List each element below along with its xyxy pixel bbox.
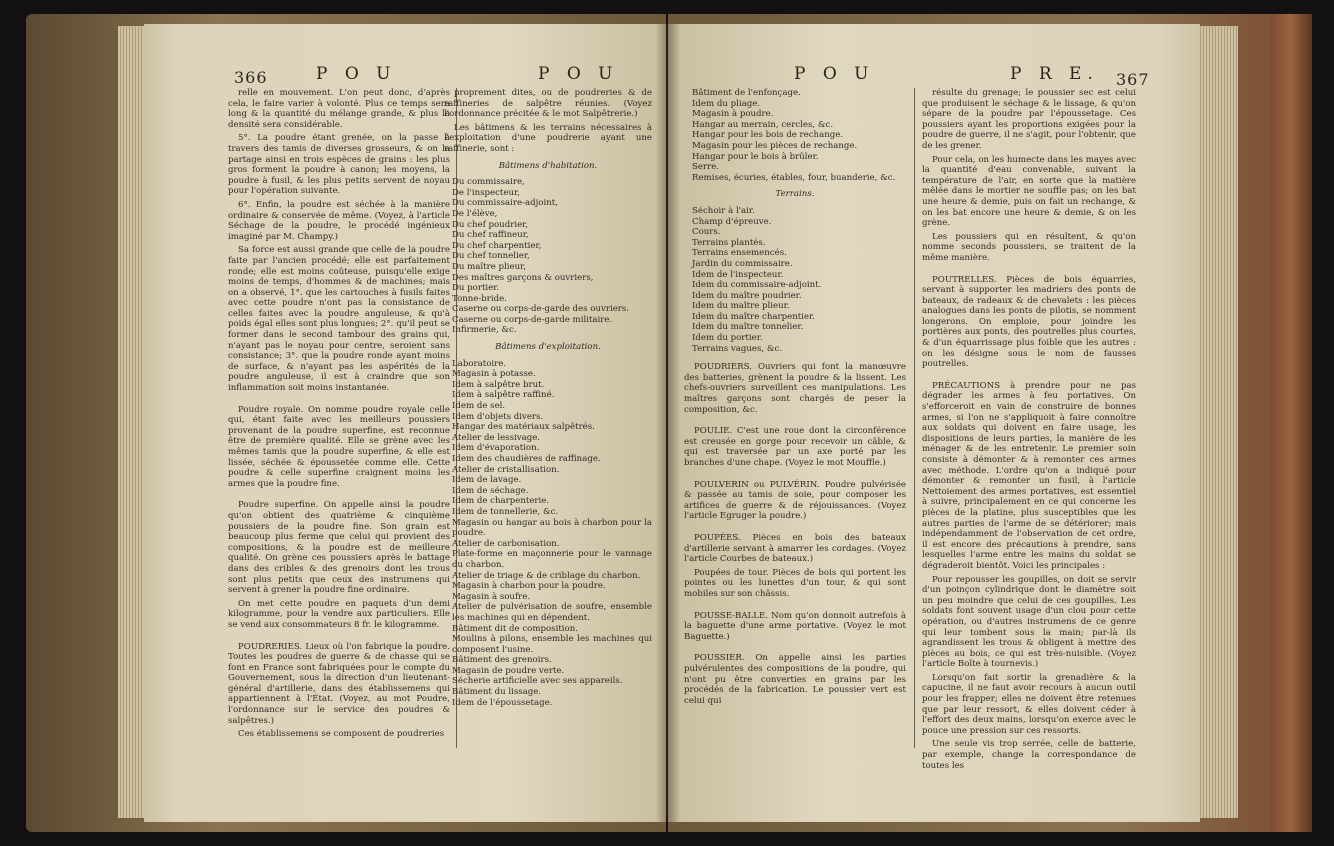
list-item: Idem de sel.: [452, 401, 506, 412]
paragraph: Lorsqu'on fait sortir la grenadière & la capucine, il ne faut avoir recours à aucun outil pour les frapper; elles ne doivent être retenues que par leur ressort, & elles doivent céder à l'effort des deux mains, lorsqu'on exerce avec le pouce une pression sur ces ressorts.: [922, 672, 1136, 736]
page-edges-left: [118, 26, 146, 818]
list-item: Bâtiment des grenoirs.: [452, 655, 552, 666]
list-item: Du chef tonnelier,: [452, 251, 530, 262]
page-edges-right: [1198, 26, 1238, 818]
list-item: Moulins à pilons, ensemble les machines qui composent l'usine.: [452, 634, 652, 655]
list-item: Idem du pliage.: [692, 98, 761, 109]
list-item: Serre.: [692, 162, 720, 173]
list-item: Idem du maître poudrier.: [692, 290, 802, 301]
list-item: Remises, écuries, étables, four, buanderie, &c.: [692, 172, 896, 183]
list-item: Idem du portier.: [692, 333, 763, 344]
list-item: Du maître plieur,: [452, 261, 527, 272]
paragraph: POUSSE-BALLE. Nom qu'on donnoit autrefois à la baguette d'une arme portative. (Voyez le mot Baguette.): [684, 610, 906, 642]
list-item: Terrains vagues, &c.: [692, 343, 783, 354]
list-item: Terrains ensemencés.: [692, 248, 787, 259]
left-page: [144, 24, 666, 822]
left-column-1: [228, 88, 450, 743]
list-item: Magasin à soufre.: [452, 591, 531, 602]
list-item: Du chef poudrier,: [452, 219, 529, 230]
list-exploitation: [444, 359, 652, 709]
list-item: Magasin à potasse.: [452, 369, 536, 380]
list-item: De l'inspecteur,: [452, 187, 520, 198]
book-gutter: [656, 24, 680, 822]
list-item: Sécherie artificielle avec ses appareils.: [452, 676, 623, 687]
paragraph: résulte du grenage; le poussier sec est celui que produisent le séchage & le lissage, & qu'on sépare de la poudre par l'époussetage. Ces poussiers ayant les proportions exigées pour la poudre de guerre, il ne s'agit, pour l'obtenir, que de les grener.: [922, 88, 1136, 151]
paragraph: POULVERIN ou PULVÉRIN. Poudre pulvérisée & passée au tamis de soie, pour composer les artifices de guerre & de réjouissances. (Voyez l'article Egruger la poudre.): [684, 479, 906, 522]
list-item: Idem de l'inspecteur.: [692, 269, 784, 280]
paragraph: proprement dites, ou de poudreries & de raffineries de salpêtre réunies. (Voyez l'ordonnance précitée & le mot Salpêtrerie.): [444, 88, 652, 120]
list-item: Hangar pour les bois de rechange.: [692, 130, 844, 141]
running-head-left-2: P O U: [538, 64, 619, 84]
list-item: Magasin à charbon pour la poudre.: [452, 581, 606, 592]
list-item: Du commissaire-adjoint,: [452, 198, 558, 209]
subheading: Bâtimens d'exploitation.: [495, 342, 601, 353]
paragraph: relle en mouvement. L'on peut donc, d'après cela, le faire varier à volonté. Plus ce temps sera long & la quantité du mélange grande, & plus la densité sera considérable.: [228, 88, 450, 130]
list-item: Caserne ou corps-de-garde militaire.: [452, 314, 613, 325]
list-item: Du chef raffineur,: [452, 230, 529, 241]
list-item: Laboratoire.: [452, 358, 507, 369]
list-item: Magasin ou hangar au bois à charbon pour la poudre.: [452, 517, 652, 539]
paragraph: Pour repousser les goupilles, on doit se servir d'un poinçon cylindrique dont le diamètre soit un peu moindre que celui de ces goupilles. Les soldats font souvent usage d'un clou pour cette opération, ou d'autres instrumens de ce genre qui leur tombent sous la main; par-là ils agrandissent les trous & obligent à mettre des pièces au bois, ce qui est très-nuisible. (Voyez l'article Boîte à tournevis.): [922, 574, 1136, 670]
column-rule: [914, 88, 915, 748]
list-item: Magasin pour les pièces de rechange.: [692, 140, 858, 151]
list-item: Idem de séchage.: [452, 485, 529, 496]
paragraph: POUSSIER. On appelle ainsi les parties pulvérulentes des compositions de la poudre, qui n'ont pu être converties en grains par les procédés de la fabrication. Le poussier vert est celui qui: [684, 653, 906, 706]
leather-strap: [1270, 14, 1312, 832]
paragraph: POULIE. C'est une roue dont la circonférence est creusée en gorge pour recevoir un câble, & qui est traversée par un axe porté par les branches d'une chape. (Voyez le mot Mouffle.): [684, 426, 906, 468]
right-column-2: [922, 88, 1136, 774]
list-item: Du portier.: [452, 283, 500, 294]
list-item: Infirmerie, &c.: [452, 325, 517, 336]
list-batiments: [684, 88, 906, 183]
list-habitation: [444, 177, 652, 336]
list-item: Idem de lavage.: [452, 475, 522, 486]
paragraph: POUDRIERS. Ouvriers qui font la manœuvre des batteries, grènent la poudre & la lissent. Les chefs-ouvriers surveillent ces manipulations. Les maîtres garçons sont chargés de peser la composition, &c.: [684, 362, 906, 415]
paragraph: Sa force est aussi grande que celle de la poudre faite par l'ancien procédé; elle est parfaitement ronde; elle est moins coûteuse, puisqu'elle exige moins de temps, d'hommes & de machines; mais on a observé, 1°. que les cartouches à fusils faites avec cette poudre n'ont pas la consistance de celles faites avec la poudre anguleuse, & qu'à poids égal elles sont plus longues; 2°. qu'il peut se former dans le second tambour des grains qui, n'ayant pas le noyau pour centre, seroient sans consistance; 3°. que la poudre ronde ayant moins de surface, & n'ayant pas les aspérités de la poudre anguleuse, il est à craindre que son inflammation soit moins instantanée.: [228, 245, 450, 394]
list-item: Idem à salpêtre brut.: [452, 379, 545, 390]
paragraph: 5°. La poudre étant grenée, on la passe à travers des tamis de diverses grosseurs, & on la partage ainsi en trois espèces de grains : les plus gros forment la poudre à canon; les moyens, la poudre à fusil, & les plus petits servent de noyau pour l'opération suivante.: [228, 133, 450, 197]
list-item: Magasin à poudre.: [692, 109, 774, 120]
list-item: Idem de tonnellerie, &c.: [452, 506, 559, 517]
list-item: Atelier de pulvérisation de soufre, ensemble les machines qui en dépendent.: [452, 602, 652, 623]
paragraph: Poudre superfine. On appelle ainsi la poudre qu'on obtient des quatrième & cinquième poussiers de la poudre fine. Son grain est beaucoup plus ferme que celui qui provient des compositions, & la poudre est de meilleure qualité. On grène ces poussiers après le battage dans des cribles & des grenoirs dont les trous sont plus petits que ceux des instrumens qui servent à grener la poudre fine ordinaire.: [228, 500, 450, 596]
list-item: Hangar pour le bois à brûler.: [692, 151, 819, 162]
paragraph: POUDRERIES. Lieux où l'on fabrique la poudre. Toutes les poudres de guerre & de chasse qui se font en France sont fabriquées pour le compte du Gouvernement, sous la direction d'un lieutenant-général d'artillerie, dans des établissemens qui appartiennent à l'État. (Voyez, au mot Poudre, l'ordonnance sur le service des poudres & salpêtres.): [228, 641, 450, 726]
list-item: Atelier de cristallisation.: [452, 464, 560, 475]
list-item: Séchoir à l'air.: [692, 205, 755, 216]
paragraph: Ces établissemens se composent de poudreries: [238, 729, 445, 740]
paragraph: 6°. Enfin, la poudre est séchée à la manière ordinaire & conservée de même. (Voyez, à l'article Séchage de la poudre, le procédé ingénieux imaginé par M. Champy.): [228, 199, 450, 242]
list-item: Atelier de triage & de criblage du charbon.: [452, 570, 641, 581]
list-item: Idem d'objets divers.: [452, 411, 544, 422]
list-item: Hangar des matériaux salpêtrés.: [452, 422, 595, 433]
list-item: Idem à salpêtre raffiné.: [452, 390, 555, 401]
list-item: Jardin du commissaire.: [692, 258, 793, 269]
paragraph: On met cette poudre en paquets d'un demi kilogramme, pour la vendre aux particuliers. Elle se vend aux consommateurs 8 fr. le kilogramme.: [228, 598, 450, 630]
paragraph: Poudre royale. On nomme poudre royale celle qui, étant faite avec les meilleurs poussiers provenant de la poudre superfine, est reconnue être de première qualité. Elle se grène avec les mêmes tamis que la poudre superfine, & elle est lissée, séchée & époussetée comme elle. Cette poudre & celle superfine craignent moins les armes que la poudre fine.: [228, 404, 450, 489]
paragraph: Les poussiers qui en résultent, & qu'on nomme seconds poussiers, se traitent de la même manière.: [922, 231, 1136, 263]
running-head-left-1: P O U: [316, 64, 397, 84]
page-number-right: 367: [1116, 70, 1150, 89]
list-item: Bâtiment du lissage.: [452, 687, 542, 698]
left-column-2: [444, 88, 652, 708]
list-item: Terrains plantés.: [692, 237, 766, 248]
list-item: Atelier de carbonisation.: [452, 538, 560, 549]
list-item: Cours.: [692, 227, 721, 238]
list-item: Caserne ou corps-de-garde des ouvriers.: [452, 304, 630, 315]
list-item: Bâtiment de l'enfonçage.: [692, 88, 801, 98]
running-head-right-1: P O U: [794, 64, 875, 84]
list-item: Atelier de lessivage.: [452, 432, 541, 443]
list-item: Champ d'épreuve.: [692, 216, 772, 227]
list-item: Idem du maître charpentier.: [692, 311, 815, 322]
list-item: Bâtiment dit de composition.: [452, 623, 578, 634]
list-item: Idem de l'époussetage.: [452, 697, 553, 708]
paragraph: POUPÉES. Pièces en bois des bateaux d'artillerie servant à amarrer les cordages. (Voyez l'article Courbes de bateaux.): [684, 532, 906, 565]
paragraph: Une seule vis trop serrée, celle de batterie, par exemple, change la correspondance de toutes les: [922, 739, 1136, 771]
list-item: Idem du commissaire-adjoint.: [692, 280, 822, 291]
list-item: Du commissaire,: [452, 177, 525, 188]
list-item: Idem du maître tonnelier.: [692, 322, 804, 333]
page-number-left: 366: [234, 68, 268, 87]
list-item: Idem du maître plieur.: [692, 301, 790, 312]
paragraph: Poupées de tour. Pièces de bois qui portent les pointes ou les lunettes d'un tour, & qui sont mobiles sur son châssis.: [684, 567, 906, 599]
subheading: Terrains.: [775, 189, 815, 200]
subheading: Bâtimens d'habitation.: [498, 160, 598, 171]
list-item: Plate-forme en maçonnerie pour le vannage du charbon.: [452, 549, 652, 570]
list-item: Magasin de poudre verte.: [452, 665, 565, 676]
list-item: De l'élève,: [452, 208, 498, 219]
list-item: Idem d'évaporation.: [452, 443, 540, 454]
paragraph: Pour cela, on les humecte dans les mayes avec la quantité d'eau convenable, suivant la température de l'air, en sorte que la matière mêlée dans le mortier ne souffle pas; on les bat une heure & demie, puis on fait un rechange, & on les bat encore une heure & demie, & on les grène.: [922, 154, 1136, 229]
list-item: Du chef charpentier,: [452, 240, 542, 251]
list-terrains: [684, 206, 906, 354]
list-item: Hangar au merrain, cercles, &c.: [692, 119, 834, 130]
right-page: [668, 24, 1200, 822]
list-item: Tonne-bride.: [452, 293, 507, 304]
paragraph: PRÉCAUTIONS à prendre pour ne pas dégrader les armes à feu portatives. On s'efforceroit en vain de construire de bonnes armes, si l'on ne s'appliquoit à faire connoître aux soldats qui doivent en faire usage, les dispositions de leurs parties, la manière de les ménager & de les entretenir. Le premier soin consiste à démonter & à remonter ces armes avec méthode. L'ordre qu'on a indiqué pour démonter & remonter un fusil, à l'article Nettoiement des armes portatives, est essentiel à suivre, principalement en ce qui concerne les pièces de la platine, plus susceptibles que les autres parties de l'arme de se détériorer; mais indépendamment de l'observation de cet ordre, il est encore des précautions à prendre, sans lesquelles l'arme entre les mains du soldat se dégraderoit bientôt. Voici les principales :: [922, 380, 1136, 571]
paragraph: POUTRELLES. Pièces de bois équarries, servant à supporter les madriers des ponts de bateaux, de radeaux & de chevalets : les pièces analogues dans les ponts de pilotis, se nomment longerons. On emploie, pour joindre les portières aux ponts, des poutrelles plus courtes, & d'un équarrissage plus foible que les autres : on les désigne sous le nom de fausses poutrelles.: [922, 274, 1136, 370]
paragraph: Les bâtimens & les terrains nécessaires à l'exploitation d'une poudrerie ayant une raffinerie, sont :: [444, 122, 652, 154]
list-item: Idem des chaudières de raffinage.: [452, 454, 601, 464]
running-head-right-2: P R E.: [1010, 64, 1099, 84]
list-item: Des maîtres garçons & ouvriers,: [452, 272, 594, 283]
right-column-1: [684, 88, 906, 709]
list-item: Idem de charpenterie.: [452, 496, 550, 507]
